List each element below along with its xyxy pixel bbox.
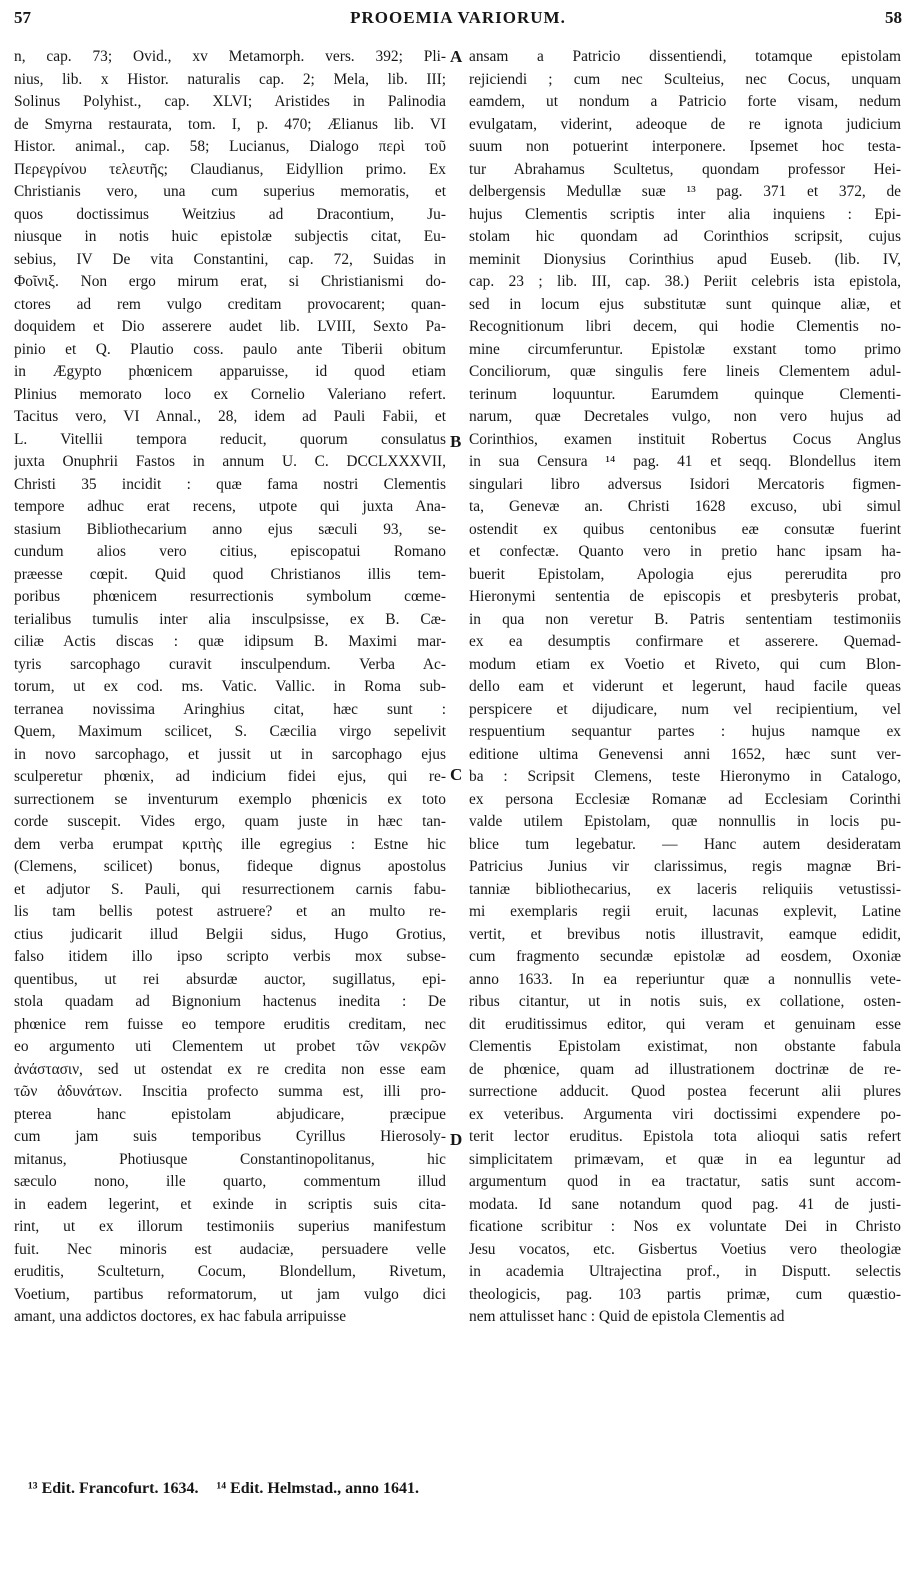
text-line: dello eam et viderunt et legerunt, haud facile queas (469, 678, 901, 695)
margin-letter-b: B (450, 432, 462, 451)
text-line: ta, Genevæ an. Christi 1628 excuso, ubi simul (469, 498, 901, 515)
text-line: Tacitus vero, VI Annal., 28, idem ad Pauli Fabii, et (14, 408, 446, 425)
text-line: sculperetur phœnix, ad indicium fidei ejus, qui re- (14, 768, 446, 785)
text-line: ciliæ Actis discas : quæ idipsum B. Maximi mar- (14, 633, 446, 650)
text-line: præesse cœpit. Quid quod Christianos illis tem- (14, 565, 446, 583)
text-line: tanniæ bibliothecarius, ex laceris reliquiis vetustissi- (469, 880, 901, 898)
text-line: editione ultima Genevensi anni 1652, hæc sunt ver- (469, 745, 901, 763)
text-line: Περεγρίνου τελευτῆς; Claudianus, Eidyllion primo. Ex (14, 160, 446, 178)
footnote-14: ¹⁴ Edit. Helmstad., anno 1641. (216, 1480, 419, 1497)
text-line: Recognitionum libri decem, qui hodie Clementis no- (469, 318, 901, 335)
text-line: Clementis Epistolam existimat, non obstante fabula (469, 1038, 901, 1055)
text-line: modata. Id sane notandum quod pag. 41 de justi- (469, 1195, 901, 1213)
text-line: terit lector eruditus. Epistola tota alioqui satis refert (469, 1128, 901, 1145)
text-line: quos doctissimus Weitzius ad Dracontium, Ju- (14, 205, 446, 223)
text-line: in Ægypto phœnicem apparuisse, id quod etiam (14, 363, 446, 380)
text-line: Corinthios, examen instituit Robertus Cocus Anglus (469, 430, 901, 448)
right-page-number: 58 (885, 8, 902, 27)
text-line: suum non potuerint interponere. Ipsemet hoc testa- (469, 138, 901, 155)
text-line: rejiciendi ; cum nec Sculteius, nec Cocus, unquam (469, 70, 901, 88)
text-line: pterea hanc epistolam abjudicare, præcipue (14, 1105, 446, 1123)
text-line: L. Vitellii tempora reducit, quorum consulatus (14, 430, 446, 448)
text-line: dem verba erumpat κριτὴς ille egregius : Estne hic (14, 835, 446, 853)
text-line: et adjutor S. Pauli, qui resurrectionem carnis fabu- (14, 880, 446, 898)
text-line: surrectione adducit. Quod postea fecerunt alii plures (469, 1083, 901, 1100)
text-line: ansam a Patricio dissentiendi, totamque epistolam (469, 48, 901, 65)
text-line: terranea novissima Aringhius citat, hæc sunt : (14, 700, 446, 718)
text-line: Plinius memorato loco ex Cornelio Valeriano refert. (14, 385, 446, 403)
text-line: tur Abrahamus Scultetus, quondam professor Hei- (469, 160, 901, 178)
text-line: torum, ut ex cod. ms. Vatic. Vallic. in Roma sub- (14, 678, 446, 695)
text-line: ἀνάστασιν, sed ut ostendat ex re credita non esse eam (14, 1060, 446, 1078)
text-line: Christi 35 incidit : quæ fama nostri Clementis (14, 475, 446, 493)
text-line: mitanus, Photiusque Constantinopolitanus, hic (14, 1150, 446, 1168)
text-line: simplicitatem primævam, et quæ in ea leguntur ad (469, 1150, 901, 1168)
text-line: ribus citantur, ut in notis suis, ex collatione, osten- (469, 993, 901, 1010)
text-line: nem attulisset hanc : Quid de epistola Clementis ad (469, 1308, 785, 1325)
text-line: ctius judicarit illud Belgii sidus, Hugo Grotius, (14, 925, 446, 943)
text-line: Conciliorum, quæ singulis fere lineis Clementem adul- (469, 363, 901, 380)
text-line: theologicis, pag. 103 partis primæ, cum quæstio- (469, 1285, 901, 1303)
text-line: argumentum quod in ea tractatur, satis sunt accom- (469, 1173, 901, 1190)
text-line: corde suscepit. Vides ergo, quam juste in hæc tan- (14, 813, 446, 830)
text-line: in eadem legerint, et exinde in scriptis suis cita- (14, 1195, 446, 1213)
text-line: blice tum legebatur. — Hanc autem desideratam (469, 835, 901, 853)
text-line: modum etiam ex Voetio et Riveto, qui cum Blon- (469, 655, 901, 673)
text-line: meminit Dionysius Corinthius apud Euseb. (lib. IV, (469, 250, 901, 268)
text-line: evulgatam, viderint, adeoque de re ignota judicium (469, 115, 901, 133)
text-line: quentibus, ut rei absurdæ auctor, sugillatus, epi- (14, 970, 446, 988)
text-line: eruditis, Sculteturn, Cocum, Blondellum, Rivetum, (14, 1263, 446, 1280)
text-line: de Smyrna restaurata, tom. I, p. 470; Ælianus lib. VI (14, 115, 446, 133)
text-line: respuentium sequantur partes : hujus namque ex (469, 723, 901, 740)
running-title: PROOEMIA VARIORUM. (350, 8, 566, 27)
text-line: anno 1633. In ea reperiuntur quæ a nonnullis vete- (469, 970, 901, 988)
text-line: doquidem et Dio asserere audet lib. LVIII, Sexto Pa- (14, 318, 446, 335)
text-line: niusque in notis huic epistolæ subjectis citat, Eu- (14, 228, 446, 245)
text-line: mine circumferuntur. Epistolæ exstant tomo primo (469, 340, 901, 358)
text-line: ex ea desumptis confirmare et asserere. Quemad- (469, 633, 901, 650)
text-line: valde utilem Epistolam, quæ nonnullis in locis pu- (469, 813, 901, 830)
text-line: terialibus tumulis inter alia insculpsisse, ex B. Cæ- (14, 610, 446, 628)
text-line: cum jam suis temporibus Cyrillus Hierosoly- (14, 1128, 446, 1145)
text-line: (Clemens, scilicet) bonus, fideque dignus apostolus (14, 858, 446, 875)
text-line: sebius, IV De vita Constantini, cap. 72, Suidas in (14, 250, 446, 268)
text-line: nius, lib. x Histor. naturalis cap. 2; Mela, lib. III; (14, 70, 446, 88)
text-line: ctores ad rem vulgo creditam provocarent; quan- (14, 295, 446, 313)
text-line: stola quadam ad Bignonium hactenus inedita : De (14, 993, 446, 1010)
text-line: n, cap. 73; Ovid., xv Metamorph. vers. 392; Pli- (14, 48, 446, 65)
text-line: Voetium, partibus reformatorum, ut jam vulgo dici (14, 1285, 446, 1303)
text-line: Christianis vero, una cum superius memoratis, et (14, 183, 446, 200)
text-line: Histor. animal., cap. 58; Lucianus, Dialogo περὶ τοῦ (14, 138, 446, 155)
text-line: mi exemplaris regii eruit, lacunas explevit, Latine (469, 903, 901, 920)
text-line: surrectionem se inventurum exemplo phœnicis ex toto (14, 790, 446, 808)
text-line: ex persona Ecclesiæ Romanæ ad Ecclesiam Corinthi (469, 790, 901, 808)
text-line: in academia Ultrajectina prof., in Disputt. selectis (469, 1263, 901, 1280)
text-line: dit eruditissimus editor, qui veram et genuinam esse (469, 1015, 901, 1033)
text-line: falso itidem illo ipso scripto verbis mox subse- (14, 948, 446, 965)
margin-letter-c: C (450, 765, 463, 784)
text-line: narum, quæ Decretales vulgo, non vero hujus ad (469, 408, 901, 425)
text-line: in novo sarcophago, et jussit ut in sarcophago ejus (14, 745, 446, 763)
text-line: cum fragmento secundæ epistolæ ad eosdem, Oxoniæ (469, 948, 901, 965)
text-line: stasium Bibliothecarium anno ejus sæculi 93, se- (14, 520, 446, 538)
text-line: delbergensis Medullæ suæ ¹³ pag. 371 et 372, de (469, 183, 901, 200)
text-line: Quem, Maximum scilicet, S. Cæcilia virgo sepelivit (14, 723, 446, 740)
text-line: cundum alios vero citius, episcopatui Romano (14, 543, 446, 560)
left-page-number: 57 (14, 8, 31, 27)
text-line: ficatione scribitur : Nos ex voluntate Dei in Christo (469, 1218, 901, 1235)
text-line: Patricius Junius vir clarissimus, regis magnæ Bri- (469, 858, 901, 875)
text-line: ba : Scripsit Clemens, teste Hieronymo in Catalogo, (469, 768, 901, 785)
text-line: terinum loquuntur. Earumdem quinque Clementi- (469, 385, 901, 403)
text-line: τῶν ἀδυνάτων. Inscitia profecto summa est, illi pro- (14, 1083, 446, 1100)
text-line: sæculo nono, ille quarto, commentum illud (14, 1173, 446, 1190)
text-line: rint, ut ex illorum testimoniis superius manifestum (14, 1218, 446, 1235)
text-line: eo argumento uti Clementem ut probet τῶν νεκρῶν (14, 1038, 446, 1055)
text-line: poribus phœnicem resurrectionis symbolum cœme- (14, 588, 446, 605)
text-line: in sua Censura ¹⁴ pag. 41 et seqq. Blondellus item (469, 453, 901, 470)
text-line: hujus Clementis scriptis inter alia inquiens : Epi- (469, 205, 901, 223)
text-line: tyris sarcophago curavit insculpendum. Verba Ac- (14, 655, 446, 673)
footnote-13: ¹³ Edit. Francofurt. 1634. (28, 1480, 199, 1497)
margin-letter-a: A (450, 47, 463, 66)
text-line: cap. 23 ; lib. III, cap. 38.) Periit celebris ista epistola, (469, 273, 901, 290)
text-line: Hieronymi sententia de episcopis et presbyteris probat, (469, 588, 901, 605)
page-header (14, 8, 902, 38)
text-line: pinio et Q. Plautio coss. paulo ante Tiberii obitum (14, 340, 446, 358)
text-line: stolam hic quondam ad Corinthios scripsit, cujus (469, 228, 901, 245)
text-line: amant, una addictos doctores, ex hac fabula arripuisse (14, 1308, 347, 1325)
text-line: in qua non veretur B. Patris sententiam testimoniis (469, 610, 901, 628)
text-line: perspicere et dijudicare, num vel recipientium, vel (469, 700, 901, 718)
text-line: eamdem, ut nondum a Patricio forte visam, nedum (469, 93, 901, 110)
footnotes (28, 1480, 894, 1498)
text-line: ostendit ex quibus centonibus eæ consutæ fuerint (469, 520, 901, 538)
text-line: Φοῖνιξ. Non ergo mirum erat, si Christianismi do- (14, 273, 446, 290)
text-line: ex veteribus. Argumenta viri doctissimi expendere po- (469, 1105, 901, 1123)
text-line: sed in locum ejus substitutæ sunt quinque aliæ, et (469, 295, 901, 313)
text-line: tempore adhuc erat recens, utpote qui juxta Ana- (14, 498, 446, 515)
text-line: lis tam bellis potest astruere? et an multo re- (14, 903, 446, 920)
margin-letter-d: D (450, 1130, 463, 1149)
text-line: buerit Epistolam, Apologia ejus pereruditа pro (469, 565, 901, 583)
text-line: singulari libro adversus Isidori Mercatoris figmen- (469, 475, 901, 493)
text-line: de phœnice, quam ad illustrationem doctrinæ de re- (469, 1060, 901, 1078)
text-line: juxta Onuphrii Fastos in annum U. C. DCCLXXXVII, (14, 453, 446, 470)
text-line: et confectæ. Quanto vero in pretio hanc ipsam ha- (469, 543, 901, 560)
text-line: phœnice rem fuisse eo tempore eruditis creditam, nec (14, 1015, 446, 1033)
right-text-column (469, 46, 901, 1329)
text-line: Solinus Polyhist., cap. XLVI; Aristides in Palinodia (14, 93, 446, 110)
text-line: vertit, et brevibus notis illustravit, eamque edidit, (469, 925, 901, 943)
left-text-column (14, 46, 446, 1329)
text-line: fuit. Nec minoris est audaciæ, persuadere velle (14, 1240, 446, 1258)
text-line: Jesu vocatos, etc. Gisbertus Voetius vero theologiæ (469, 1240, 901, 1258)
